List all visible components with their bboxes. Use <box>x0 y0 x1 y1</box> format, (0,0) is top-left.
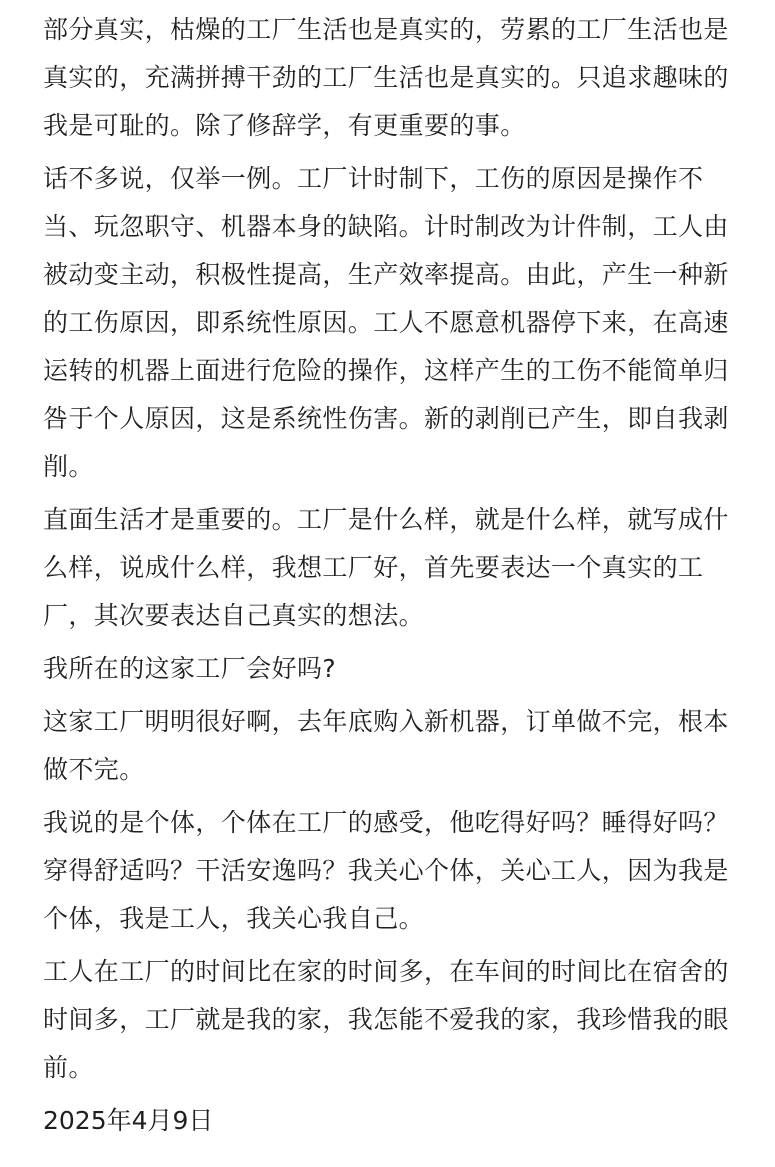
paragraph-factory-reality: 部分真实，枯燥的工厂生活也是真实的，劳累的工厂生活也是真实的，充满拼搏干劲的工厂生活也是真实的。只追求趣味的我是可耻的。除了修辞学，有更重要的事。 <box>43 15 729 140</box>
paragraph-work-injury-example: 话不多说，仅举一例。工厂计时制下，工伤的原因是操作不当、玩忽职守、机器本身的缺陷。计时制改为计件制，工人由被动变主动，积极性提高，生产效率提高。由此，产生一种新的工伤原因，即系统性原因。工人不愿意机器停下来，在高速运转的机器上面进行危险的操作，这样产生的工伤不能简单归咎于个人原因，这是系统性伤害。新的剥削已产生，即自我剥削。 <box>43 164 729 481</box>
article-body <box>43 6 743 1145</box>
paragraph-question: 我所在的这家工厂会好吗? <box>43 654 337 683</box>
paragraph-factory-home: 工人在工厂的时间比在家的时间多，在车间的时间比在宿舍的时间多，工厂就是我的家，我怎能不爱我的家，我珍惜我的眼前。 <box>43 957 729 1082</box>
paragraph-face-life: 直面生活才是重要的。工厂是什么样，就是什么样，就写成什么样，说成什么样，我想工厂好，首先要表达一个真实的工厂，其次要表达自己真实的想法。 <box>43 505 729 630</box>
article-date: 2025年4月9日 <box>43 1106 214 1135</box>
paragraph-factory-good: 这家工厂明明很好啊，去年底购入新机器，订单做不完，根本做不完。 <box>43 707 729 784</box>
paragraph-individual: 我说的是个体，个体在工厂的感受，他吃得好吗？睡得好吗？穿得舒适吗？干活安逸吗？我关心个体，关心工人，因为我是个体，我是工人，我关心我自己。 <box>43 808 729 933</box>
